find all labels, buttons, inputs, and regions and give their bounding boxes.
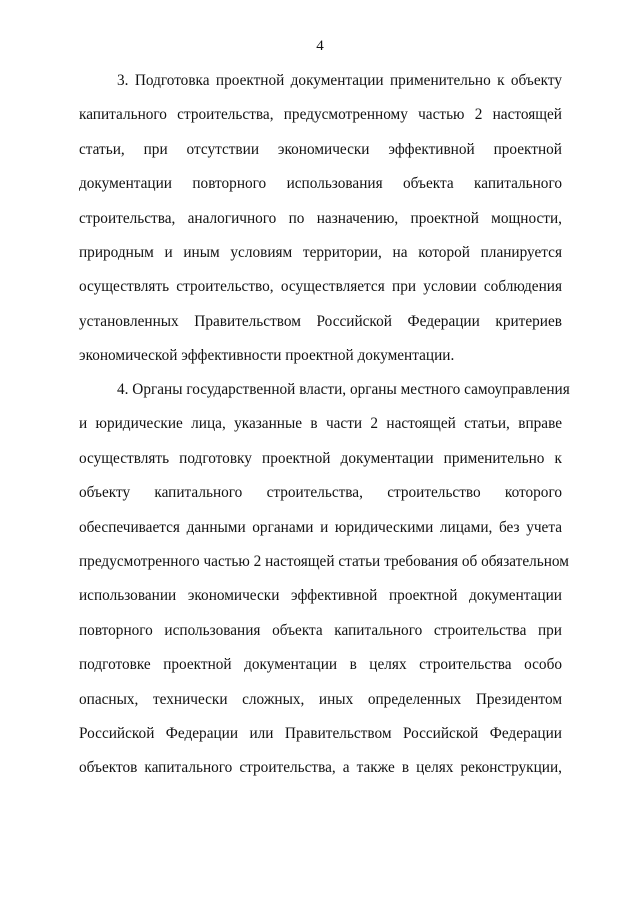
text-line: обеспечивается данными органами и юридическими лицами, без учета bbox=[79, 518, 562, 536]
text-line: 4. Органы государственной власти, органы местного самоуправления bbox=[117, 381, 570, 398]
text-line: строительства, аналогичного по назначению, проектной мощности, bbox=[79, 209, 562, 227]
text-line: установленных Правительством Российской Федерации критериев bbox=[79, 312, 562, 330]
paragraph-3 bbox=[79, 64, 562, 374]
text-line: предусмотренного частью 2 настоящей статьи требования об обязательном bbox=[79, 552, 569, 570]
page-number: 4 bbox=[316, 38, 324, 54]
text-line: объектов капитального строительства, а также в целях реконструкции, bbox=[79, 759, 562, 777]
text-line: подготовке проектной документации в целях строительства особо bbox=[79, 656, 562, 674]
text-line: 3. Подготовка проектной документации применительно к объекту bbox=[117, 72, 562, 89]
text-line: использовании экономически эффективной проектной документации bbox=[79, 587, 562, 605]
text-line: природным и иным условиям территории, на которой планируется bbox=[79, 243, 562, 261]
text-line: капитального строительства, предусмотренному частью 2 настоящей bbox=[79, 106, 562, 124]
text-line: и юридические лица, указанные в части 2 настоящей статьи, вправе bbox=[79, 415, 562, 433]
text-line: осуществлять строительство, осуществляется при условии соблюдения bbox=[79, 278, 562, 296]
text-line: объекту капитального строительства, строительство которого bbox=[79, 484, 562, 502]
text-line: опасных, технически сложных, иных определенных Президентом bbox=[79, 690, 562, 708]
paragraph-4 bbox=[79, 373, 570, 786]
text-line: статьи, при отсутствии экономически эффективной проектной bbox=[79, 140, 562, 158]
text-line: повторного использования объекта капитального строительства при bbox=[79, 621, 562, 639]
text-line: осуществлять подготовку проектной документации применительно к bbox=[79, 449, 562, 467]
text-line: экономической эффективности проектной документации. bbox=[79, 347, 455, 365]
text-line: документации повторного использования объекта капитального bbox=[79, 175, 562, 193]
text-line: Российской Федерации или Правительством Российской Федерации bbox=[79, 724, 562, 742]
